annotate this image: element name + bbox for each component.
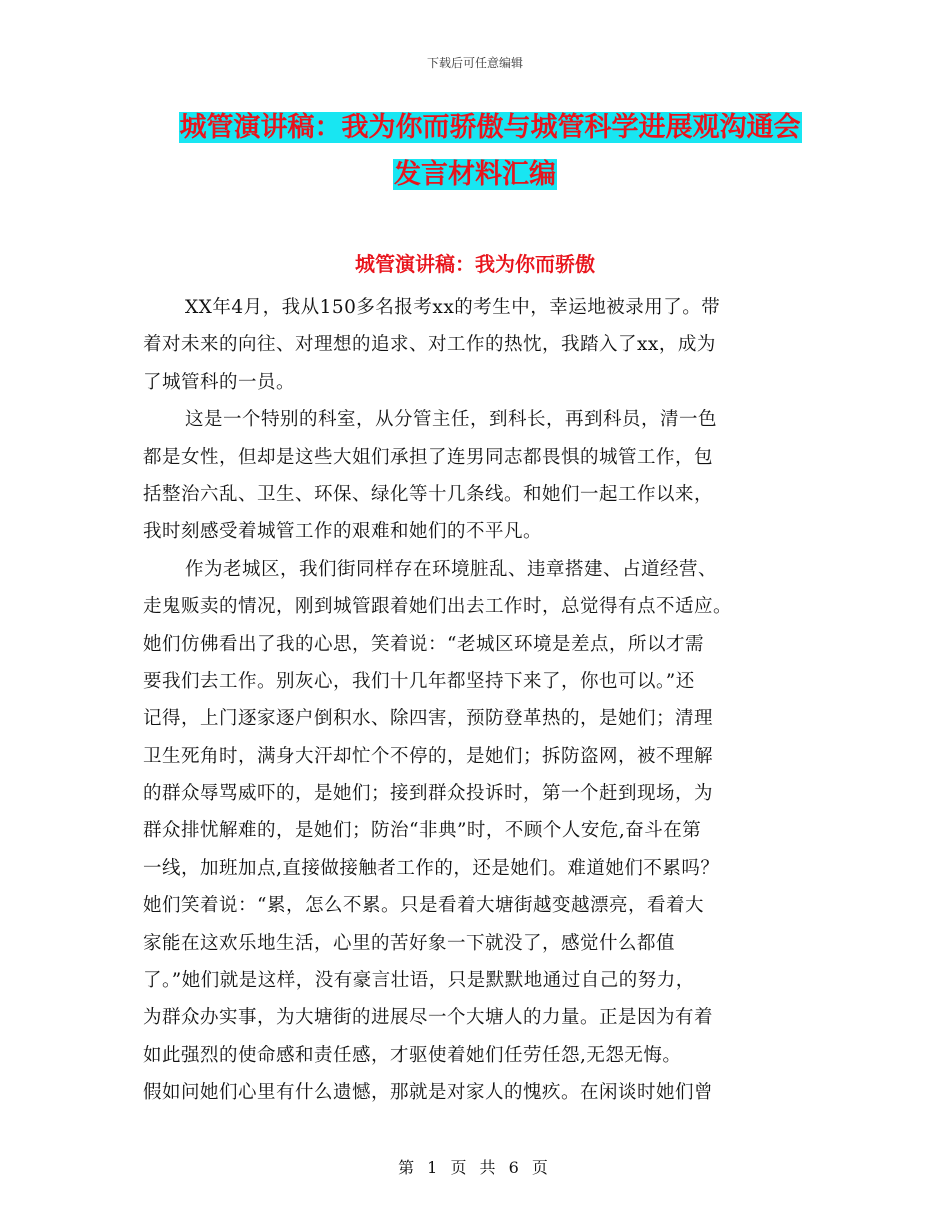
text-line: 了城管科的一员。 [143,371,296,393]
text-line: 我时刻感受着城管工作的艰难和她们的不平凡。 [143,521,543,543]
text-line: 记得，上门逐家逐户倒积水、除四害，预防登革热的，是她们；清理 [143,708,714,730]
text-line: 群众排忧解难的，是她们；防治“非典”时，不顾个人安危,奋斗在第 [143,820,702,842]
text-line: 她们仿佛看出了我的心思，笑着说：“老城区环境是差点，所以才需 [143,633,704,655]
text-line: 要我们去工作。别灰心，我们十几年都坚持下来了，你也可以。”还 [143,670,695,692]
text-line: 都是女性，但却是这些大姐们承担了连男同志都畏惧的城管工作，包 [143,446,714,468]
text-line: 走鬼贩卖的情况，刚到城管跟着她们出去工作时，总觉得有点不适应。 [143,596,733,618]
text-line: 为群众办实事，为大塘街的进展尽一个大塘人的力量。正是因为有着 [143,1007,714,1029]
text-line: 这是一个特别的科室，从分管主任，到科长，再到科员，清一色 [185,409,718,431]
text-line: 着对未来的向往、对理想的追求、对工作的热忱，我踏入了xx，成为 [143,334,716,356]
text-line: 家能在这欢乐地生活，心里的苦好象一下就没了，感觉什么都值 [143,932,676,954]
text-line: 假如问她们心里有什么遗憾，那就是对家人的愧疚。在闲谈时她们曾 [143,1082,714,1104]
text-line: 作为老城区，我们街同样存在环境脏乱、违章搭建、占道经营、 [185,558,718,580]
text-line: 括整治六乱、卫生、环保、绿化等十几条线。和她们一起工作以来， [143,483,714,505]
document-title-line-1 [0,109,950,147]
text-line: 她们笑着说：“累，怎么不累。只是看着大塘街越变越漂亮，看着大 [143,895,704,917]
page-footer: 第 1 页 共 6 页 [398,1158,552,1177]
text-line: 一线，加班加点,直接做接触者工作的，还是她们。难道她们不累吗？ [143,857,720,879]
document-title-line-2 [0,156,950,194]
title-highlight-2: 发言材料汇编 [394,159,556,190]
title-highlight-1: 城管演讲稿：我为你而骄傲与城管科学进展观沟通会 [179,112,801,143]
section-subtitle: 城管演讲稿：我为你而骄傲 [355,252,595,276]
text-line: 如此强烈的使命感和责任感，才驱使着她们任劳任怨,无怨无悔。 [143,1044,682,1066]
page-header: 下载后可任意编辑 [426,56,523,70]
text-line: 的群众辱骂威吓的，是她们；接到群众投诉时，第一个赶到现场，为 [143,783,714,805]
text-line: 了。”她们就是这样，没有豪言壮语，只是默默地通过自己的努力， [143,970,695,992]
text-line: 卫生死角时，满身大汗却忙个不停的，是她们；拆防盗网，被不理解 [143,745,714,767]
text-line: XX年4月，我从150多名报考xx的考生中，幸运地被录用了。带 [185,297,721,318]
body-text [143,289,803,1112]
